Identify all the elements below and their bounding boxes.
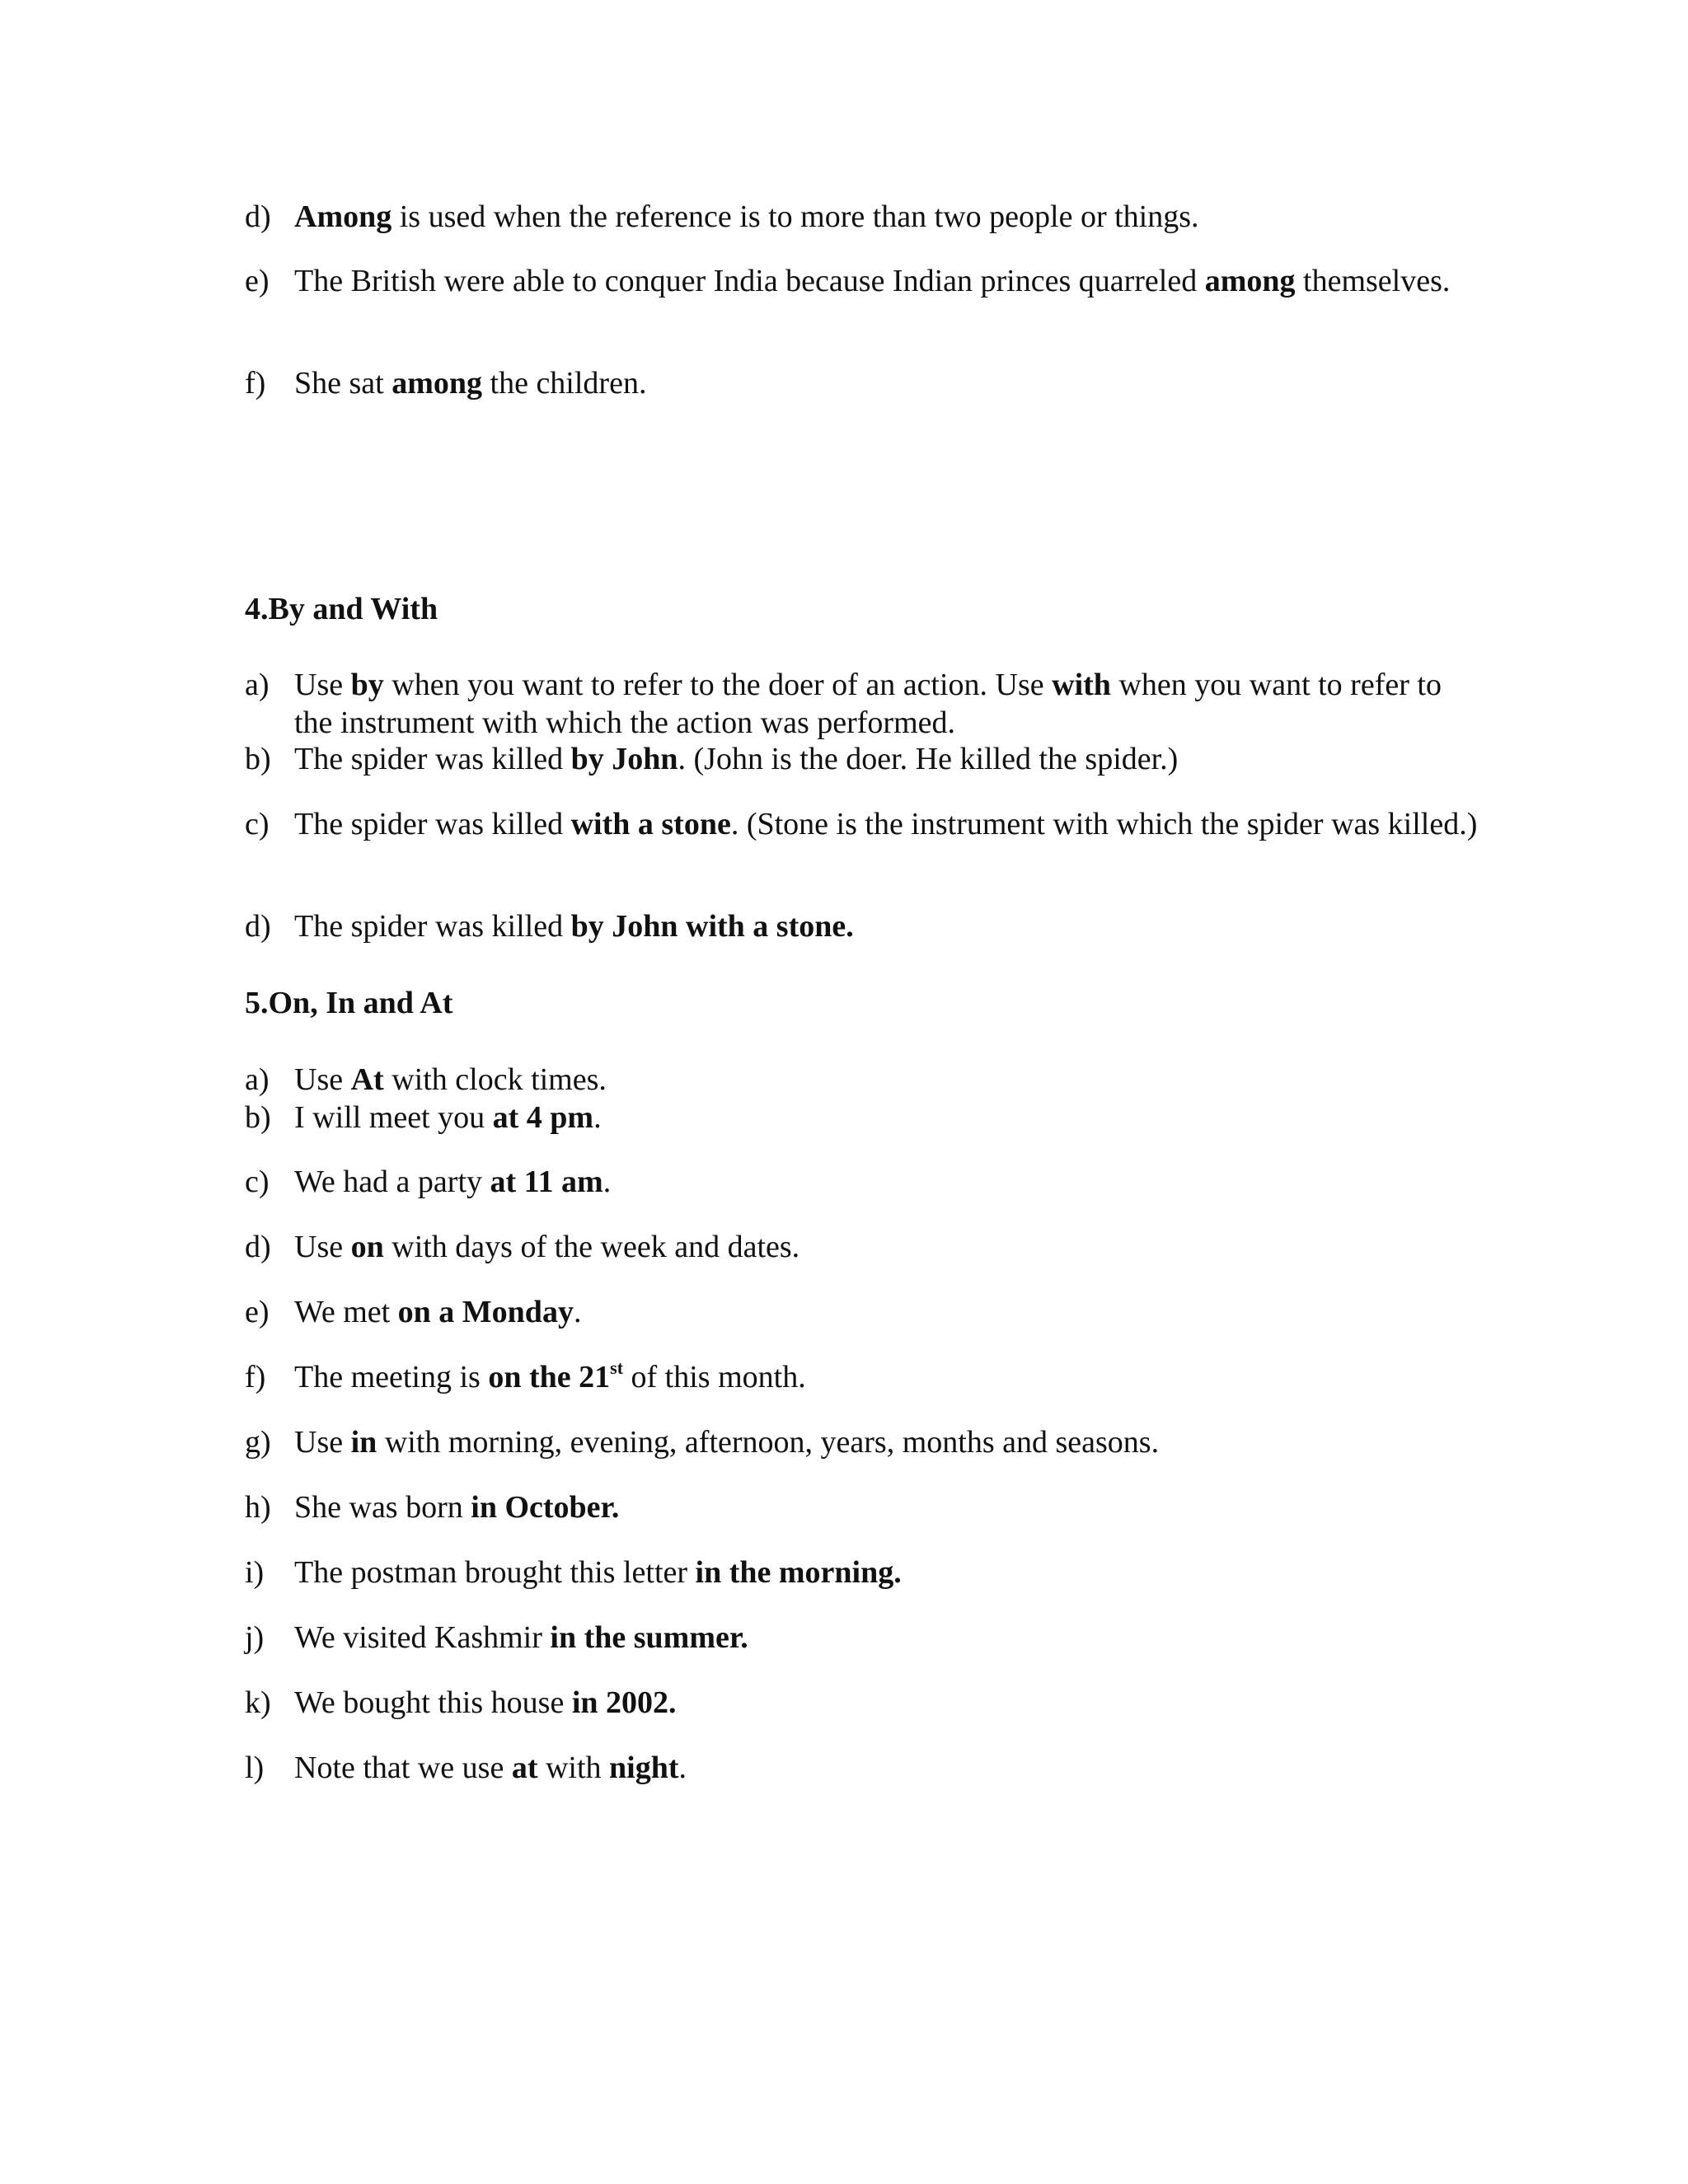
text-run: She was born xyxy=(294,1490,471,1525)
item-text xyxy=(294,262,1481,300)
list-item xyxy=(245,1554,1481,1591)
text-run: We met xyxy=(294,1295,398,1329)
text-run: . xyxy=(573,1295,582,1329)
item-letter: g) xyxy=(245,1425,271,1460)
list-item xyxy=(245,1099,1481,1137)
bold-run: Among xyxy=(294,199,392,234)
item-letter: j) xyxy=(245,1620,265,1655)
item-letter: e) xyxy=(245,1295,270,1329)
list-item xyxy=(245,262,1481,300)
bold-run: at 11 am xyxy=(490,1165,603,1199)
bold-run: among xyxy=(392,366,483,401)
item-text xyxy=(294,1228,1481,1266)
item-letter: b) xyxy=(245,742,271,776)
section-heading: 5.On, In and At xyxy=(245,986,453,1020)
text-run: when you want to refer to the doer of an action. Use xyxy=(383,668,1053,702)
item-text xyxy=(294,1293,1481,1331)
text-run: with xyxy=(537,1750,610,1785)
item-letter: c) xyxy=(245,1165,270,1199)
item-letter: h) xyxy=(245,1490,271,1525)
text-run: . (Stone is the instrument with which the spider was killed.) xyxy=(730,807,1478,841)
list-item xyxy=(245,666,1481,742)
item-text xyxy=(294,1099,1481,1137)
bold-run: at 4 pm xyxy=(492,1100,594,1135)
text-run: I will meet you xyxy=(294,1100,493,1135)
bold-run: with a stone xyxy=(570,807,731,841)
item-letter: a) xyxy=(245,668,270,702)
item-text xyxy=(294,1684,1481,1722)
item-letter: f) xyxy=(245,366,266,401)
item-text xyxy=(294,198,1481,236)
text-run: . xyxy=(603,1165,612,1199)
bold-run: on a Monday xyxy=(397,1295,574,1329)
bold-run: by xyxy=(350,668,384,702)
list-item xyxy=(245,1061,1481,1099)
text-run: The postman brought this letter xyxy=(294,1555,696,1590)
text-run: Use xyxy=(294,668,351,702)
list-item xyxy=(245,1488,1481,1526)
bold-run: on xyxy=(350,1230,384,1264)
item-text xyxy=(294,907,1481,945)
item-text xyxy=(294,1749,1481,1787)
text-run: The spider was killed xyxy=(294,909,571,944)
text-run: with morning, evening, afternoon, years, months and seasons. xyxy=(377,1425,1160,1460)
bold-run: in xyxy=(350,1425,377,1460)
text-run: with days of the week and dates. xyxy=(383,1230,800,1264)
text-run: We had a party xyxy=(294,1165,490,1199)
item-letter: f) xyxy=(245,1360,266,1394)
text-run: themselves. xyxy=(1295,264,1451,298)
item-letter: l) xyxy=(245,1750,265,1785)
list-item xyxy=(245,1163,1481,1201)
text-run: when you want to refer to the instrument with which the action was performed. xyxy=(294,668,1442,740)
list-item xyxy=(245,1619,1481,1657)
text-run: The spider was killed xyxy=(294,742,571,776)
list-item xyxy=(245,1749,1481,1787)
superscript-run xyxy=(610,1357,623,1378)
bold-run: in the morning. xyxy=(695,1555,902,1590)
item-text xyxy=(294,1488,1481,1526)
item-text xyxy=(294,666,1481,742)
bold-run: in 2002. xyxy=(571,1685,677,1720)
text-run: We visited Kashmir xyxy=(294,1620,551,1655)
list-item xyxy=(245,1228,1481,1266)
list-item xyxy=(245,198,1481,236)
list-item xyxy=(245,364,1481,402)
text-run: She sat xyxy=(294,366,392,401)
item-text xyxy=(294,364,1481,402)
text-run: with clock times. xyxy=(383,1062,607,1097)
text-run: Note that we use xyxy=(294,1750,512,1785)
item-text xyxy=(294,1423,1481,1461)
list-item xyxy=(245,740,1481,778)
bold-run: st xyxy=(610,1357,624,1379)
bold-run: with xyxy=(1052,668,1111,702)
item-letter: k) xyxy=(245,1685,271,1720)
item-letter: c) xyxy=(245,807,270,841)
bold-run: by John xyxy=(570,742,678,776)
text-run: Use xyxy=(294,1425,351,1460)
bold-run: by John with a stone. xyxy=(570,909,854,944)
item-letter: e) xyxy=(245,264,270,298)
item-letter: d) xyxy=(245,199,271,234)
text-run: Use xyxy=(294,1062,351,1097)
item-text xyxy=(294,1554,1481,1591)
list-item xyxy=(245,1358,1481,1396)
section-heading: 4.By and With xyxy=(245,592,438,626)
item-text xyxy=(294,805,1481,843)
item-letter: d) xyxy=(245,1230,271,1264)
item-letter: i) xyxy=(245,1555,265,1590)
text-run: of this month. xyxy=(623,1360,806,1394)
text-run: is used when the reference is to more than two people or things. xyxy=(392,199,1199,234)
bold-run: in October. xyxy=(471,1490,620,1525)
item-text xyxy=(294,1619,1481,1657)
bold-run: At xyxy=(350,1062,384,1097)
list-item xyxy=(245,1684,1481,1722)
list-item xyxy=(245,805,1481,843)
list-item xyxy=(245,1423,1481,1461)
bold-run: among xyxy=(1204,264,1296,298)
item-text xyxy=(294,1163,1481,1201)
item-letter: a) xyxy=(245,1062,270,1097)
item-letter: b) xyxy=(245,1100,271,1135)
list-item xyxy=(245,907,1481,945)
bold-run: at xyxy=(511,1750,538,1785)
bold-run: in the summer. xyxy=(550,1620,748,1655)
list-item xyxy=(245,1293,1481,1331)
text-run: The British were able to conquer India because Indian princes quarreled xyxy=(294,264,1205,298)
text-run: the children. xyxy=(482,366,647,401)
item-text xyxy=(294,1061,1481,1099)
text-run: The spider was killed xyxy=(294,807,571,841)
text-run: . (John is the doer. He killed the spider.) xyxy=(678,742,1179,776)
item-letter: d) xyxy=(245,909,271,944)
text-run: . xyxy=(593,1100,602,1135)
text-run: The meeting is xyxy=(294,1360,489,1394)
text-run: We bought this house xyxy=(294,1685,572,1720)
item-text xyxy=(294,740,1481,778)
item-text xyxy=(294,1358,1481,1396)
bold-run: on the 21 xyxy=(488,1360,611,1394)
bold-run: night xyxy=(609,1750,679,1785)
text-run: Use xyxy=(294,1230,351,1264)
text-run: . xyxy=(678,1750,687,1785)
